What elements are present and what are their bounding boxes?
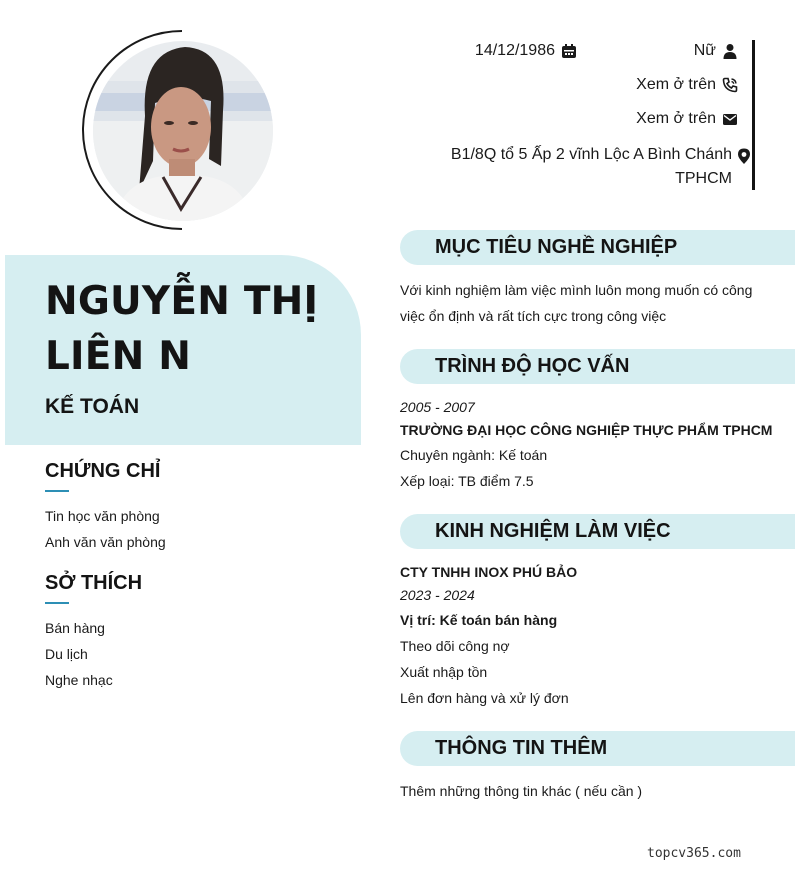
education-major: Chuyên ngành: Kế toán bbox=[400, 447, 548, 463]
education-heading: TRÌNH ĐỘ HỌC VẤN bbox=[435, 355, 630, 377]
birthday-text: 14/12/1986 bbox=[474, 42, 555, 59]
name-block bbox=[5, 255, 361, 445]
objective-text bbox=[400, 277, 760, 329]
hobbies-section bbox=[45, 572, 345, 693]
email-row bbox=[636, 110, 738, 128]
avatar-frame bbox=[82, 30, 282, 230]
experience-heading: KINH NGHIỆM LÀM VIỆC bbox=[435, 520, 671, 542]
experience-position: Vị trí: Kế toán bán hàng bbox=[400, 612, 558, 628]
education-school: TRƯỜNG ĐẠI HỌC CÔNG NGHIỆP THỰC PHẨM TPHCM bbox=[400, 422, 773, 438]
footer-watermark: topcv365.com bbox=[647, 846, 741, 861]
location-pin-icon bbox=[736, 148, 752, 164]
certificates-section bbox=[45, 460, 345, 555]
email-text: Xem ở trên bbox=[636, 110, 716, 127]
contact-panel bbox=[395, 40, 755, 190]
hobby-item: Bán hàng bbox=[45, 620, 105, 636]
objective-header bbox=[400, 230, 795, 265]
experience-company: CTY TNHH INOX PHÚ BẢO bbox=[400, 564, 578, 580]
phone-icon bbox=[722, 77, 738, 93]
phone-text: Xem ở trên bbox=[636, 76, 716, 93]
experience-period: 2023 - 2024 bbox=[400, 587, 475, 603]
heading-underline bbox=[45, 602, 69, 604]
avatar bbox=[93, 41, 273, 221]
address-line1: B1/8Q tổ 5 Ấp 2 vĩnh Lộc A Bình Chánh bbox=[450, 146, 732, 163]
experience-header bbox=[400, 514, 795, 549]
education-grade: Xếp loại: TB điểm 7.5 bbox=[400, 473, 534, 489]
additional-heading: THÔNG TIN THÊM bbox=[435, 737, 608, 759]
phone-row bbox=[636, 76, 738, 94]
address-block bbox=[412, 143, 732, 191]
objective-line2: việc ổn định và rất tích cực trong công việc bbox=[400, 308, 667, 324]
job-title: KẾ TOÁN bbox=[45, 395, 140, 418]
candidate-name-line1: NGUYỄN THỊ bbox=[45, 279, 319, 324]
person-icon bbox=[722, 43, 738, 59]
experience-duty: Lên đơn hàng và xử lý đơn bbox=[400, 690, 569, 706]
hobby-item: Nghe nhạc bbox=[45, 672, 113, 688]
heading-underline bbox=[45, 490, 69, 492]
objective-heading: MỤC TIÊU NGHỀ NGHIỆP bbox=[435, 236, 678, 258]
envelope-icon bbox=[722, 111, 738, 127]
hobbies-heading: SỞ THÍCH bbox=[45, 572, 143, 594]
address-line2: TPHCM bbox=[675, 170, 732, 187]
additional-text: Thêm những thông tin khác ( nếu cần ) bbox=[400, 783, 643, 799]
gender-row bbox=[694, 42, 738, 60]
calendar-icon bbox=[561, 43, 577, 59]
experience-duty: Theo dõi công nợ bbox=[400, 638, 510, 654]
education-header bbox=[400, 349, 795, 384]
certificates-heading: CHỨNG CHỈ bbox=[45, 460, 161, 482]
birthday-row bbox=[475, 42, 577, 60]
education-period: 2005 - 2007 bbox=[400, 399, 475, 415]
additional-header bbox=[400, 731, 795, 766]
experience-duty: Xuất nhập tồn bbox=[400, 664, 488, 680]
objective-line1: Với kinh nghiệm làm việc mình luôn mong muốn có công bbox=[400, 282, 753, 298]
certificate-item: Anh văn văn phòng bbox=[45, 534, 166, 550]
candidate-name-line2: LIÊN N bbox=[45, 334, 192, 379]
gender-text: Nữ bbox=[693, 42, 716, 59]
certificate-item: Tin học văn phòng bbox=[45, 508, 160, 524]
hobby-item: Du lịch bbox=[45, 646, 88, 662]
